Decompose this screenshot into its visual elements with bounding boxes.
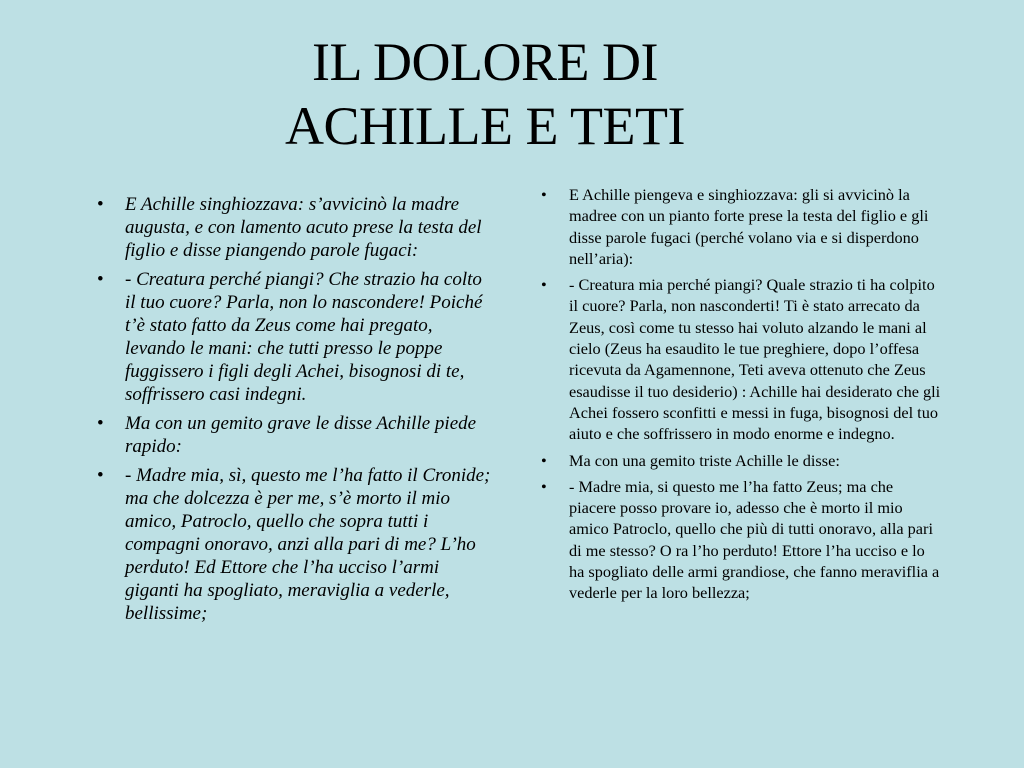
slide-title xyxy=(200,30,770,158)
bullet-icon: • xyxy=(541,476,547,496)
left-list-item-1 xyxy=(97,193,497,262)
bullet-icon: • xyxy=(97,194,104,215)
right-item-2-text: - Creatura mia perché piangi? Quale strazio ti ha colpito il cuore? Parla, non nasconderti! Ti è stato arrecato da Zeus, così come tu stesso hai voluto alzando le mani al cielo (Zeus ha esaudito le tue preghiere, dopo l’offesa ricevuta da Agamennone, Teti aveva ottenuto che Zeus esaudisse il tuo desiderio) : Achille hai desiderato che gli Achei fossero sconfitti e messi in fuga, bisognosi del tuo aiuto e che soffrissero in modo enorme e indegno. xyxy=(569,275,941,444)
bullet-icon: • xyxy=(97,269,104,290)
right-item-1-text: E Achille piengeva e singhiozzava: gli si avvicinò la madree con un pianto forte prese la testa del figlio e gli disse parole fugaci (perché volano via e si disperdono nell’aria): xyxy=(569,185,929,268)
bullet-icon: • xyxy=(97,465,104,486)
left-item-4-text: - Madre mia, sì, questo me l’ha fatto il Cronide; ma che dolcezza è per me, s’è morto il mio amico, Patroclo, quello che sopra tutti i compagni onoravo, anzi alla pari di me? L’ho perduto! Ed Ettore che l’ha ucciso l’armi giganti ha spogliato, meraviglia a vederle, bellissime; xyxy=(125,465,491,624)
right-list-item-3 xyxy=(541,450,941,471)
left-list-item-3 xyxy=(97,412,497,458)
left-list-item-2 xyxy=(97,268,497,406)
bullet-icon: • xyxy=(541,450,547,470)
right-item-3-text: Ma con una gemito triste Achille le disse: xyxy=(569,450,840,470)
right-column-paraphrase xyxy=(541,184,941,609)
right-item-4-text: - Madre mia, si questo me l’ha fatto Zeus; ma che piacere posso provare io, adesso che è morto il mio amico Patroclo, quello che più di tutti onoravo, alla pari di me stesso? O ra l’ho perduto! Ettore l’ha ucciso e lo ha spogliato delle armi grandiose, che fanno meraviflia a vederle per la loro bellezza; xyxy=(569,476,940,603)
bullet-icon: • xyxy=(97,413,104,434)
left-column-italian-translation xyxy=(97,193,497,631)
right-list-item-1 xyxy=(541,184,941,269)
bullet-icon: • xyxy=(541,275,547,295)
right-list-item-4 xyxy=(541,476,941,604)
left-item-1-text: E Achille singhiozzava: s’avvicinò la madre augusta, e con lamento acuto prese la testa del figlio e disse piangendo parole fugaci: xyxy=(125,194,482,261)
right-list-item-2 xyxy=(541,274,941,444)
bullet-icon: • xyxy=(541,185,547,204)
left-item-3-text: Ma con un gemito grave le disse Achille piede rapido: xyxy=(125,413,477,457)
left-item-2-text: - Creatura perché piangi? Che strazio ha colto il tuo cuore? Parla, non lo nascondere! Poiché t’è stato fatto da Zeus come hai pregato, levando le mani: che tutti presso le poppe fuggissero i figli degli Achei, bisognosi di te, soffrissero casi indegni. xyxy=(125,269,483,405)
left-list-item-4 xyxy=(97,464,497,625)
slide-title-line-2: ACHILLE E TETI xyxy=(285,96,685,156)
slide-title-line-1: IL DOLORE DI xyxy=(312,32,658,92)
